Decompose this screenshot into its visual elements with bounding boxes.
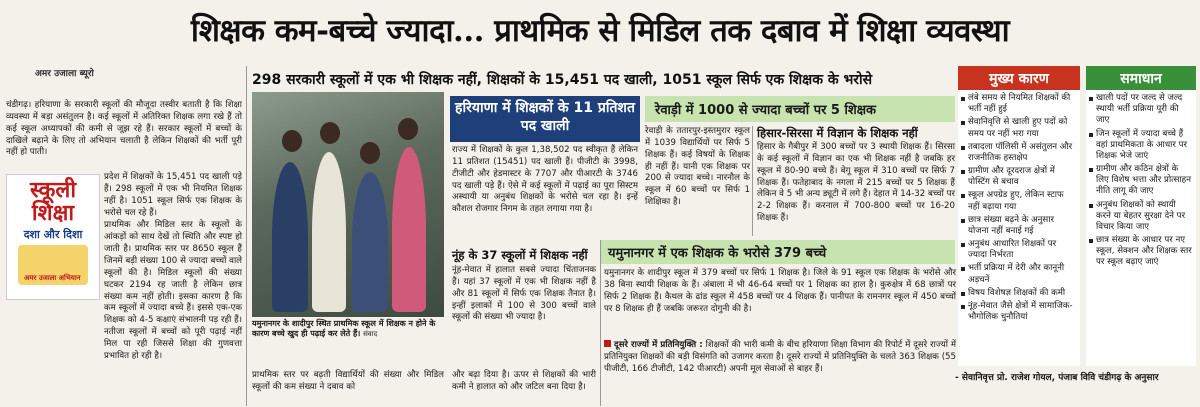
divider bbox=[752, 126, 753, 236]
cause-item: ग्रामीण और दूरदराज क्षेत्रों में पोस्टिंग से बचाव bbox=[968, 166, 1076, 188]
left-column-mid bbox=[104, 172, 242, 361]
cause-item: भर्ती प्रक्रिया में देरी और कानूनी अड़चनें bbox=[968, 263, 1076, 285]
left-para-3: प्राथमिक और मिडिल स्तर के स्कूलों के आंकड़ों को साथ देखें तो स्थिति और स्पष्ट हो जाती है। प्राथमिक स्तर पर 8650 स्कूल हैं जिनमें बड़ी संख्या 100 से ज्यादा बच्चों वाले स्कूलों की है। मिडिल स्कूलों की संख्या घटकर 2194 रह जाती है लेकिन छात्र संख्या कम नहीं होती। इसका कारण है कि कम स्कूलों में ज्यादा बच्चे हैं। इससे एक-एक शिक्षक को 4-5 कक्षाएं संभालनी पड़ रही हैं। नतीजा स्कूलों में बच्चों को पूरी पढ़ाई नहीं मिल पा रही जिससे शिक्षा की गुणवत्ता प्रभावित हो रही है। bbox=[104, 220, 242, 361]
photo-caption-text: यमुनानगर के शादीपुर स्थित प्राथमिक स्कूल में शिक्षक न होने के कारण बच्चे खुद ही पढ़ाई कर लेते हैं। bbox=[252, 319, 436, 339]
cause-item: तबादला पॉलिसी में असंतुलन और राजनीतिक हस्तक्षेप bbox=[968, 142, 1076, 164]
solution-item: अनुबंध शिक्षकों को स्थायी करने या बेहतर सुरक्षा देने पर विचार किया जाए bbox=[1096, 200, 1192, 234]
left-para-1: चंडीगढ़। हरियाणा के सरकारी स्कूलों की मौजूदा तस्वीर बताती है कि शिक्षा व्यवस्था में बड़ा असंतुलन है। कई स्कूलों में अतिरिक्त शिक्षक लगा रखे हैं तो कई स्कूल अध्यापकों की कमी से जूझ रहे हैं। सरकार स्कूलों में बच्चों के दाखिले बढ़ाने के लिए तो अभियान चलाती है लेकिन शिक्षकों की भर्ती पूरी नहीं हो पाती। bbox=[6, 100, 242, 158]
logo-line-4: अमर उजाला अभियान bbox=[24, 274, 81, 283]
yamunanagar-head: यमुनानगर में एक शिक्षक के भरोसे 379 बच्चे bbox=[600, 240, 955, 264]
cause-item: छात्र संख्या बढ़ने के अनुसार योजना नहीं बनाई गई bbox=[968, 215, 1076, 237]
divider bbox=[600, 240, 601, 406]
photo-caption bbox=[252, 319, 444, 340]
logo-line-3: दशा और दिशा bbox=[23, 228, 83, 242]
causes-head: मुख्य कारण bbox=[958, 66, 1080, 90]
causes-list bbox=[958, 90, 1080, 323]
nuh-head: नूंह के 37 स्कूलों में शिक्षक नहीं bbox=[452, 248, 588, 262]
solution-item: खाली पदों पर जल्द से जल्द स्थायी भर्ती प्रक्रिया पूरी की जाए bbox=[1096, 93, 1192, 127]
bottom-mid-col-2: और बढ़ा दिया है। ऊपर से शिक्षकों की भारी कमी ने हालात को और जटिल बना दिया है। bbox=[452, 370, 596, 392]
cause-item: लंबे समय से नियमित शिक्षकों की भर्ती नहीं हुई bbox=[968, 93, 1076, 115]
cause-item: विषय विशेषज्ञ शिक्षकों की कमी bbox=[968, 288, 1076, 299]
logo-line-2: शिक्षा bbox=[31, 200, 75, 227]
rewari-body: रेवाड़ी के ततारपुर-इस्तमुरार स्कूल में 1039 विद्यार्थियों पर सिर्फ 5 शिक्षक हैं। कई विषयों के शिक्षक ही नहीं हैं। यानी एक शिक्षक पर 200 से ज्यादा बच्चे। नारनौल के स्कूल में 60 बच्चों पर सिर्फ 1 शिक्षिका है। bbox=[645, 126, 750, 208]
solution-item: ग्रामीण और कठिन क्षेत्रों के लिए विशेष भत्ता और प्रोत्साहन नीति लागू की जाए bbox=[1096, 164, 1191, 197]
other-states-body: शिक्षकों की भारी कमी के बीच हरियाणा शिक्षा विभाग की रिपोर्ट में दूसरे राज्यों में प्रतिनियुक्त शिक्षकों की बड़ी विसंगति को उजागर करता है। दूसरे राज्यों में प्रतिनियुक्ति के चलते 363 शिक्षक (55 पीजीटी, 166 टीजीटी, 142 पीआरटी) अपनी मूल सेवाओं से बाहर हैं। bbox=[604, 340, 956, 374]
solution-item: जिन स्कूलों में ज्यादा बच्चे हैं वहां प्राथमिकता के आधार पर शिक्षक भेजे जाएं bbox=[1096, 129, 1192, 163]
hisar-body: हिसार के गैबीपुर में 300 बच्चों पर 3 स्थायी शिक्षक हैं। सिरसा के कई स्कूलों में विज्ञान का एक भी शिक्षक नहीं है जबकि हर स्कूल में 80-90 बच्चे हैं। बेगू स्कूल में 310 बच्चों पर सिर्फ 7 शिक्षक हैं। फतेहाबाद के नगला में 215 बच्चों पर 5 शिक्षक हैं लेकिन वे 5 भी अन्य ड्यूटी में लगे हैं। देहात में 14-32 बच्चों पर 2-2 शिक्षक हैं। करनाल में 700-800 बच्चों पर 16-20 शिक्षक हैं। bbox=[757, 142, 955, 224]
left-para-2: प्रदेश में शिक्षकों के 15,451 पद खाली पड़े हैं। 298 स्कूलों में एक भी नियमित शिक्षक नहीं है। 1051 स्कूल सिर्फ एक शिक्षक के भरोसे चल रहे हैं। bbox=[104, 172, 242, 218]
hisar-head: हिसार-सिरसा में विज्ञान के शिक्षक नहीं bbox=[757, 126, 918, 140]
classroom-photo bbox=[252, 92, 444, 317]
solutions-head: समाधान bbox=[1086, 66, 1196, 90]
other-states-head: दूसरे राज्यों में प्रतिनियुक्ति : bbox=[614, 340, 703, 350]
causes-panel bbox=[958, 66, 1080, 366]
cause-item: नूंह-मेवात जैसे क्षेत्रों में सामाजिक-भौगोलिक चुनौतियां bbox=[968, 301, 1076, 323]
campaign-logo bbox=[6, 174, 100, 300]
cause-item: अनुबंध आधारित शिक्षकों पर ज्यादा निर्भरता bbox=[968, 239, 1076, 261]
solutions-panel bbox=[1086, 66, 1196, 366]
rewari-head: रेवाड़ी में 1000 से ज्यादा बच्चों पर 5 शिक्षक bbox=[645, 96, 955, 122]
haryana-box-head: हरियाणा में शिक्षकों के 11 प्रतिशत पद खाली bbox=[450, 96, 640, 142]
solution-item: छात्र संख्या के आधार पर नए स्कूल, सेक्शन और शिक्षक स्तर पर स्कूल बढ़ाए जाएं bbox=[1096, 235, 1192, 268]
bullet-square-icon bbox=[604, 340, 611, 347]
yamunanagar-body: यमुनानगर के शादीपुर स्कूल में 379 बच्चों पर सिर्फ 1 शिक्षक है। जिले के 91 स्कूल एक शिक्षक के भरोसे और 38 बिना स्थायी शिक्षक के हैं। अंबाला में भी 46-64 बच्चों पर 1 शिक्षक का हाल है। कुरुक्षेत्र में 68 छात्रों पर सिर्फ 2 शिक्षक हैं। कैथल के ढांड स्कूल में 458 बच्चों पर 4 शिक्षक हैं। पानीपत के रामनगर स्कूल में 450 बच्चों पर 8 शिक्षक ही हैं जबकि जरूरत दोगुनी की है। bbox=[604, 268, 956, 314]
other-states-block bbox=[604, 340, 956, 406]
photo-credit: संवाद bbox=[363, 330, 378, 339]
bottom-mid-col-1: प्राथमिक स्तर पर बढ़ती विद्यार्थियों की संख्या और मिडिल स्कूलों की कम संख्या ने दबाव को bbox=[252, 370, 444, 392]
cause-item: स्कूल अपग्रेड हुए, लेकिन स्टाफ नहीं बढ़ाया गया bbox=[968, 190, 1076, 212]
cause-item: सेवानिवृत्ति से खाली हुए पदों को समय पर नहीं भरा गया bbox=[968, 117, 1076, 139]
logo-line-1: स्कूली bbox=[29, 177, 77, 203]
headline: शिक्षक कम-बच्चे ज्यादा... प्राथमिक से मिडिल तक दबाव में शिक्षा व्यवस्था bbox=[190, 13, 1010, 49]
divider bbox=[246, 66, 247, 406]
expert-credit: - सेवानिवृत्त प्रो. राजेश गोयल, पंजाब विवि चंडीगढ़ के अनुसार bbox=[955, 373, 1159, 383]
haryana-box-body: राज्य में शिक्षकों के कुल 1,38,502 पद स्वीकृत हैं लेकिन 11 प्रतिशत (15451) पद खाली हैं। पीजीटी के 3998, टीजीटी और हेडमास्टर के 7707 और पीआरटी के 3746 पद खाली पड़े हैं। ऐसे में कई स्कूलों में पढ़ाई का पूरा सिस्टम अस्थायी या अनुबंध शिक्षकों के भरोसे चल रहा है। इन्हें कौशल रोजगार निगम के तहत लगाया गया है। bbox=[452, 145, 638, 215]
left-column-top bbox=[6, 100, 242, 174]
logo-illustration bbox=[18, 245, 88, 285]
solutions-list bbox=[1086, 90, 1196, 269]
subheadline: 298 सरकारी स्कूलों में एक भी शिक्षक नहीं, शिक्षकों के 15,451 पद खाली, 1051 स्कूल सिर्फ एक शिक्षक के भरोसे bbox=[252, 72, 873, 88]
nuh-body: नूंह-मेवात में हालात सबसे ज्यादा चिंताजनक हैं। यहां 37 स्कूलों में एक भी शिक्षक नहीं है और 81 स्कूलों में सिर्फ एक शिक्षक तैनात है। इन्हीं इलाकों में 100 से 300 बच्चों वाले स्कूलों की संख्या भी ज्यादा है। bbox=[452, 265, 596, 323]
byline: अमर उजाला ब्यूरो bbox=[35, 69, 94, 79]
